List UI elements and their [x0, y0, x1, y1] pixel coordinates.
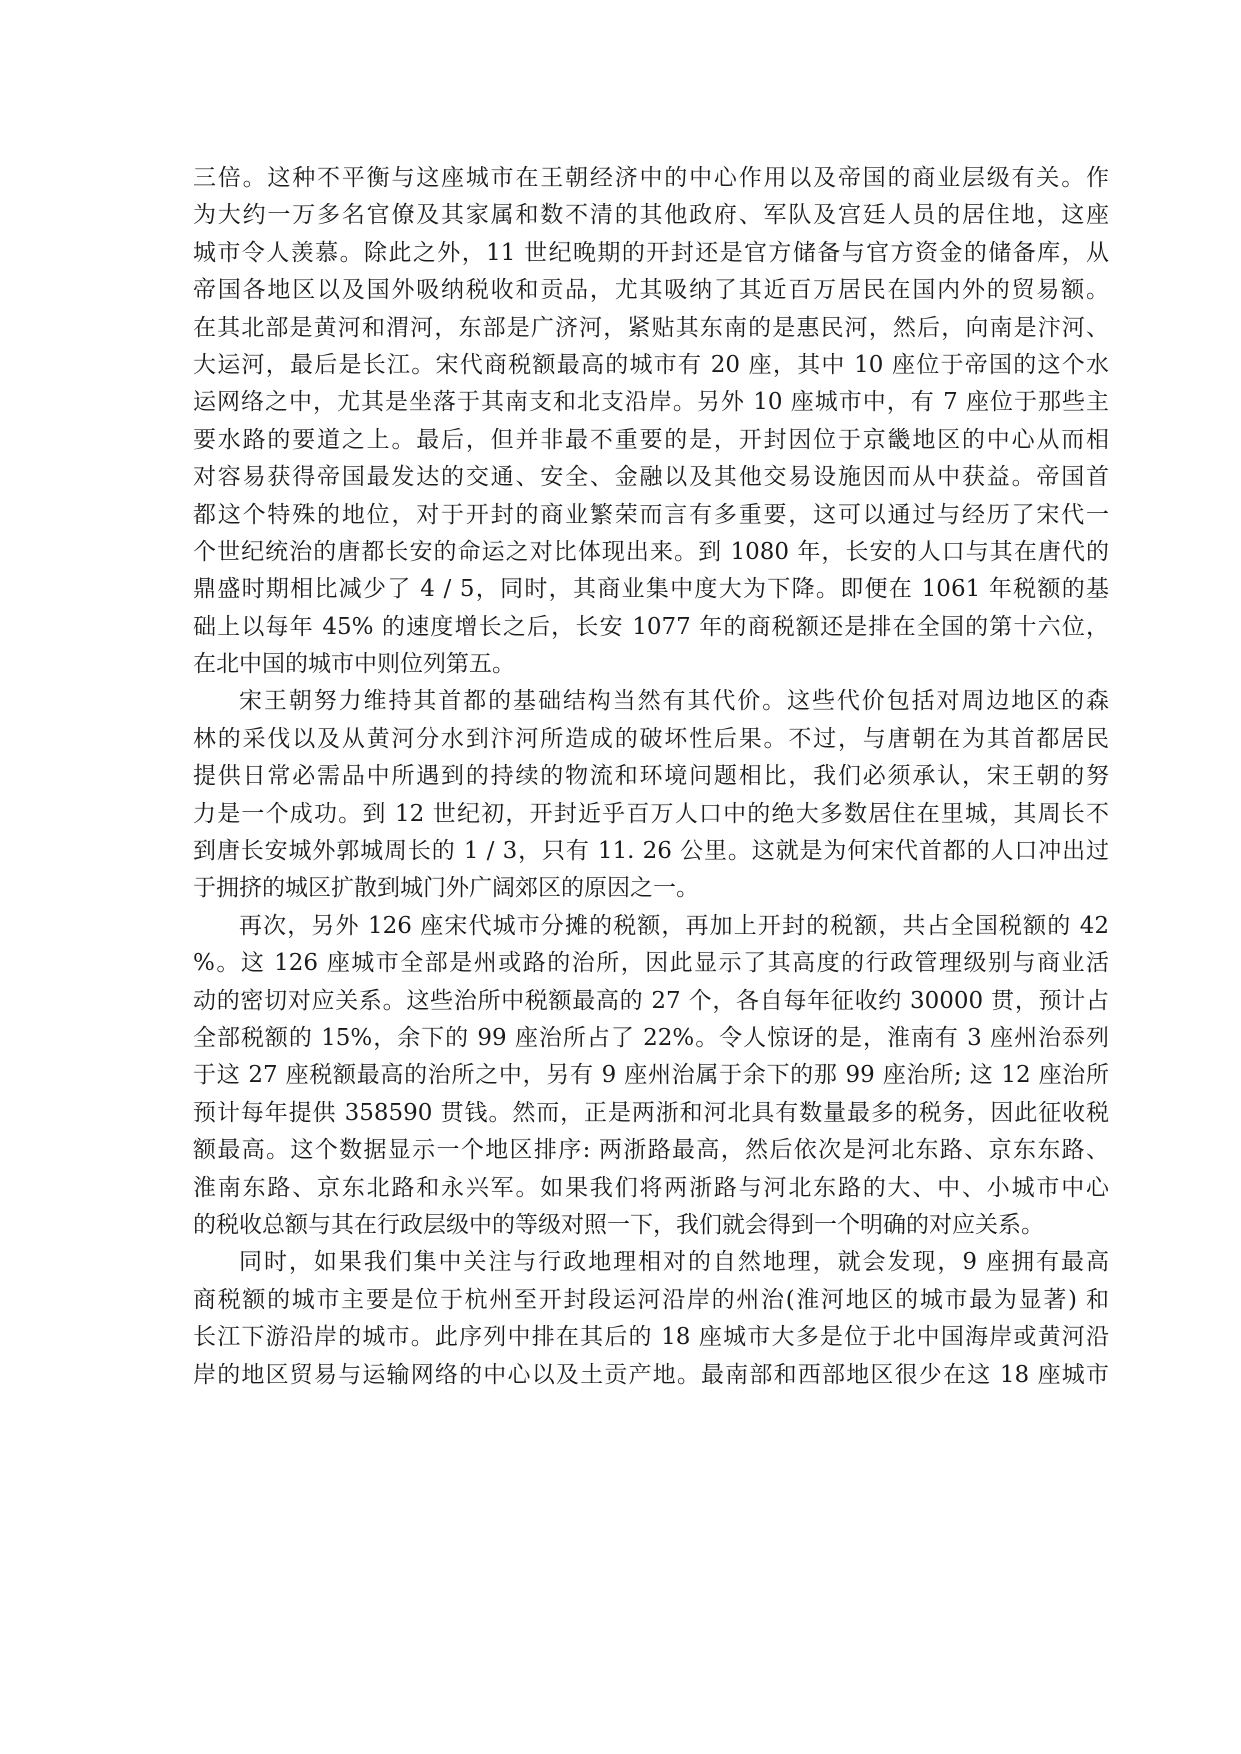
text-line: 额最高。这个数据显示一个地区排序: 两浙路最高，然后依次是河北东路、京东东路、: [193, 1137, 1109, 1164]
paragraph: [193, 683, 1109, 907]
text-line: 的税收总额与其在行政层级中的等级对照一下，我们就会得到一个明确的对应关系。: [193, 1211, 1044, 1238]
text-line: 个世纪统治的唐都长安的命运之对比体现出来。到 1080 年，长安的人口与其在唐代的: [193, 538, 1109, 565]
text-line: 力是一个成功。到 12 世纪初，开封近乎百万人口中的绝大多数居住在里城，其周长不: [193, 800, 1109, 827]
text-line: 岸的地区贸易与运输网络的中心以及土贡产地。最南部和西部地区很少在这 18 座城市: [193, 1361, 1109, 1388]
paragraph: [193, 1244, 1109, 1394]
text-line: 到唐长安城外郭城周长的 1 / 3，只有 11. 26 公里。这就是为何宋代首都的人口冲出过: [193, 838, 1109, 865]
text-line: 预计每年提供 358590 贯钱。然而，正是两浙和河北具有数量最多的税务，因此征收税: [193, 1099, 1109, 1126]
text-line: 运网络之中，尤其是坐落于其南支和北支沿岸。另外 10 座城市中，有 7 座位于那些主: [193, 389, 1109, 416]
text-line: 于这 27 座税额最高的治所之中，另有 9 座州治属于余下的那 99 座治所; 这 12 座治所: [193, 1062, 1109, 1089]
text-line: 林的采伐以及从黄河分水到汴河所造成的破坏性后果。不过，与唐朝在为其首都居民: [193, 725, 1109, 752]
text-line: 础上以每年 45% 的速度增长之后，长安 1077 年的商税额还是排在全国的第十六位，: [193, 613, 1109, 640]
paragraph: [193, 160, 1109, 683]
text-line: 全部税额的 15%，余下的 99 座治所占了 22%。令人惊讶的是，淮南有 3 座州治忝列: [193, 1024, 1109, 1051]
text-line: 淮南东路、京东北路和永兴军。如果我们将两浙路与河北东路的大、中、小城市中心: [193, 1174, 1109, 1201]
text-line: 在北中国的城市中则位列第五。: [193, 651, 515, 678]
text-line: 为大约一万多名官僚及其家属和数不清的其他政府、军队及宫廷人员的居住地，这座: [193, 202, 1109, 229]
text-line: 再次，另外 126 座宋代城市分摊的税额，再加上开封的税额，共占全国税额的 42: [239, 912, 1109, 939]
body-text: [193, 160, 1109, 1394]
text-line: 要水路的要道之上。最后，但并非最不重要的是，开封因位于京畿地区的中心从而相: [193, 426, 1109, 453]
text-line: 于拥挤的城区扩散到城门外广阔郊区的原因之一。: [193, 875, 699, 902]
text-line: 对容易获得帝国最发达的交通、安全、金融以及其他交易设施因而从中获益。帝国首: [193, 464, 1109, 491]
paragraph: [193, 908, 1109, 1245]
text-line: 三倍。这种不平衡与这座城市在王朝经济中的中心作用以及帝国的商业层级有关。作: [193, 165, 1109, 191]
text-line: 商税额的城市主要是位于杭州至开封段运河沿岸的州治(淮河地区的城市最为显著) 和: [193, 1286, 1109, 1313]
text-line: 鼎盛时期相比减少了 4 / 5，同时，其商业集中度大为下降。即便在 1061 年税额的基: [193, 576, 1109, 603]
text-line: 城市令人羡慕。除此之外，11 世纪晚期的开封还是官方储备与官方资金的储备库，从: [193, 239, 1109, 266]
text-line: 动的密切对应关系。这些治所中税额最高的 27 个，各自每年征收约 30000 贯，预计占: [193, 987, 1109, 1014]
text-line: 长江下游沿岸的城市。此序列中排在其后的 18 座城市大多是位于北中国海岸或黄河沿: [193, 1324, 1109, 1351]
text-line: 大运河，最后是长江。宋代商税额最高的城市有 20 座，其中 10 座位于帝国的这个水: [193, 351, 1109, 378]
text-line: 宋王朝努力维持其首都的基础结构当然有其代价。这些代价包括对周边地区的森: [239, 688, 1109, 715]
text-line: 提供日常必需品中所遇到的持续的物流和环境问题相比，我们必须承认，宋王朝的努: [193, 763, 1109, 790]
text-line: %。这 126 座城市全部是州或路的治所，因此显示了其高度的行政管理级别与商业活: [193, 950, 1109, 977]
text-line: 都这个特殊的地位，对于开封的商业繁荣而言有多重要，这可以通过与经历了宋代一: [193, 501, 1109, 528]
text-line: 同时，如果我们集中关注与行政地理相对的自然地理，就会发现，9 座拥有最高: [239, 1249, 1109, 1276]
text-line: 帝国各地区以及国外吸纳税收和贡品，尤其吸纳了其近百万居民在国内外的贸易额。: [193, 277, 1109, 304]
text-line: 在其北部是黄河和渭河，东部是广济河，紧贴其东南的是惠民河，然后，向南是汴河、: [193, 314, 1109, 341]
